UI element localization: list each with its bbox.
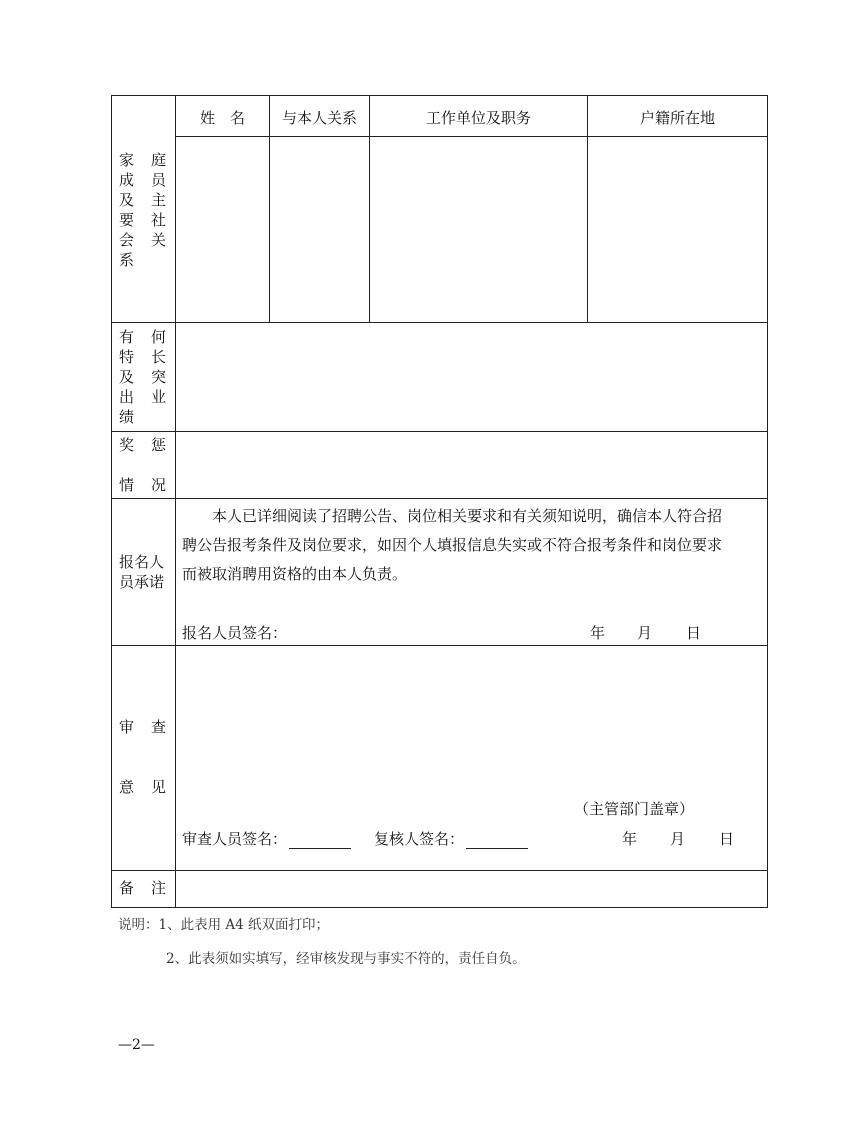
label-char: 意 (119, 778, 135, 796)
table-border-top (111, 95, 768, 96)
pledge-text-line: 而被取消聘用资格的由本人负责。 (182, 565, 408, 583)
reviewer-signature-text: 审查人员签名： (182, 830, 288, 848)
label-char: 查 (151, 718, 167, 736)
applicant-signature-label: 报名人员签名： (182, 624, 288, 642)
pledge-label-line: 报名人 (119, 553, 165, 571)
label-char: 长 (151, 348, 167, 366)
label-char: 特 (119, 348, 135, 366)
pledge-text-line: 聘公告报考条件及岗位要求，如因个人填报信息失实或不符合报考条件和岗位要求 (182, 536, 723, 554)
reviewer-signature-label (182, 829, 351, 849)
applicant-signature-field[interactable] (290, 620, 580, 644)
review-date-month: 月 (670, 830, 686, 848)
specialty-input-cell[interactable] (176, 323, 767, 431)
header-relationship: 与本人关系 (281, 109, 357, 127)
header-workplace-position: 工作单位及职务 (425, 109, 531, 127)
pledge-date-year: 年 (590, 624, 606, 642)
rechecker-signature-blank[interactable] (466, 833, 528, 849)
label-char: 及 (119, 191, 135, 209)
label-char: 况 (151, 476, 167, 494)
label-char: 庭 (151, 151, 167, 169)
label-char: 备 (119, 879, 135, 897)
review-date-year: 年 (622, 830, 638, 848)
page-number: —2— (118, 1037, 155, 1053)
label-char: 成 (119, 171, 135, 189)
review-opinion-field[interactable] (176, 646, 767, 796)
label-char: 情 (119, 476, 135, 494)
label-char: 家 (119, 151, 135, 169)
label-char: 系 (119, 251, 135, 269)
label-char: 及 (119, 368, 135, 386)
label-char: 奖 (119, 436, 135, 454)
rechecker-signature-text: 复核人签名： (374, 830, 465, 848)
label-char: 注 (151, 879, 167, 897)
note-line-1: 说明：1、此表用 A4 纸双面打印； (118, 917, 330, 933)
label-char: 社 (151, 211, 167, 229)
label-char: 要 (119, 211, 135, 229)
row-divider-rewards (111, 498, 768, 499)
department-seal-label: （主管部门盖章） (574, 800, 695, 818)
header-household-registration: 户籍所在地 (639, 109, 715, 127)
pledge-text-line: 本人已详细阅读了招聘公告、岗位相关要求和有关须知说明，确信本人符合招 (212, 507, 723, 525)
remarks-input-cell[interactable] (176, 871, 767, 907)
family-workplace-cell[interactable] (370, 137, 587, 322)
table-border-bottom (111, 907, 768, 908)
label-char: 绩 (119, 408, 135, 426)
label-char: 主 (151, 191, 167, 209)
label-char: 何 (151, 328, 167, 346)
rewards-input-cell[interactable] (176, 432, 767, 498)
family-name-cell[interactable] (176, 137, 269, 322)
label-char: 员 (151, 171, 167, 189)
label-char: 突 (151, 368, 167, 386)
family-household-cell[interactable] (588, 137, 767, 322)
label-char: 业 (151, 388, 167, 406)
label-char: 关 (151, 231, 167, 249)
pledge-date-month: 月 (637, 624, 653, 642)
note-line-2: 2、此表须如实填写，经审核发现与事实不符的，责任自负。 (166, 951, 526, 967)
table-border-left (111, 95, 112, 908)
label-char: 会 (119, 231, 135, 249)
label-char: 出 (119, 388, 135, 406)
family-relationship-cell[interactable] (270, 137, 369, 322)
pledge-label-line: 员承诺 (119, 573, 165, 591)
rechecker-signature-label (374, 829, 528, 849)
pledge-date-day: 日 (686, 624, 702, 642)
label-char: 有 (119, 328, 135, 346)
reviewer-signature-blank[interactable] (289, 833, 351, 849)
header-name: 姓 名 (199, 109, 245, 127)
table-border-right (767, 95, 768, 908)
label-char: 见 (151, 778, 167, 796)
label-char: 审 (119, 718, 135, 736)
label-char: 惩 (151, 436, 167, 454)
review-date-day: 日 (719, 830, 735, 848)
